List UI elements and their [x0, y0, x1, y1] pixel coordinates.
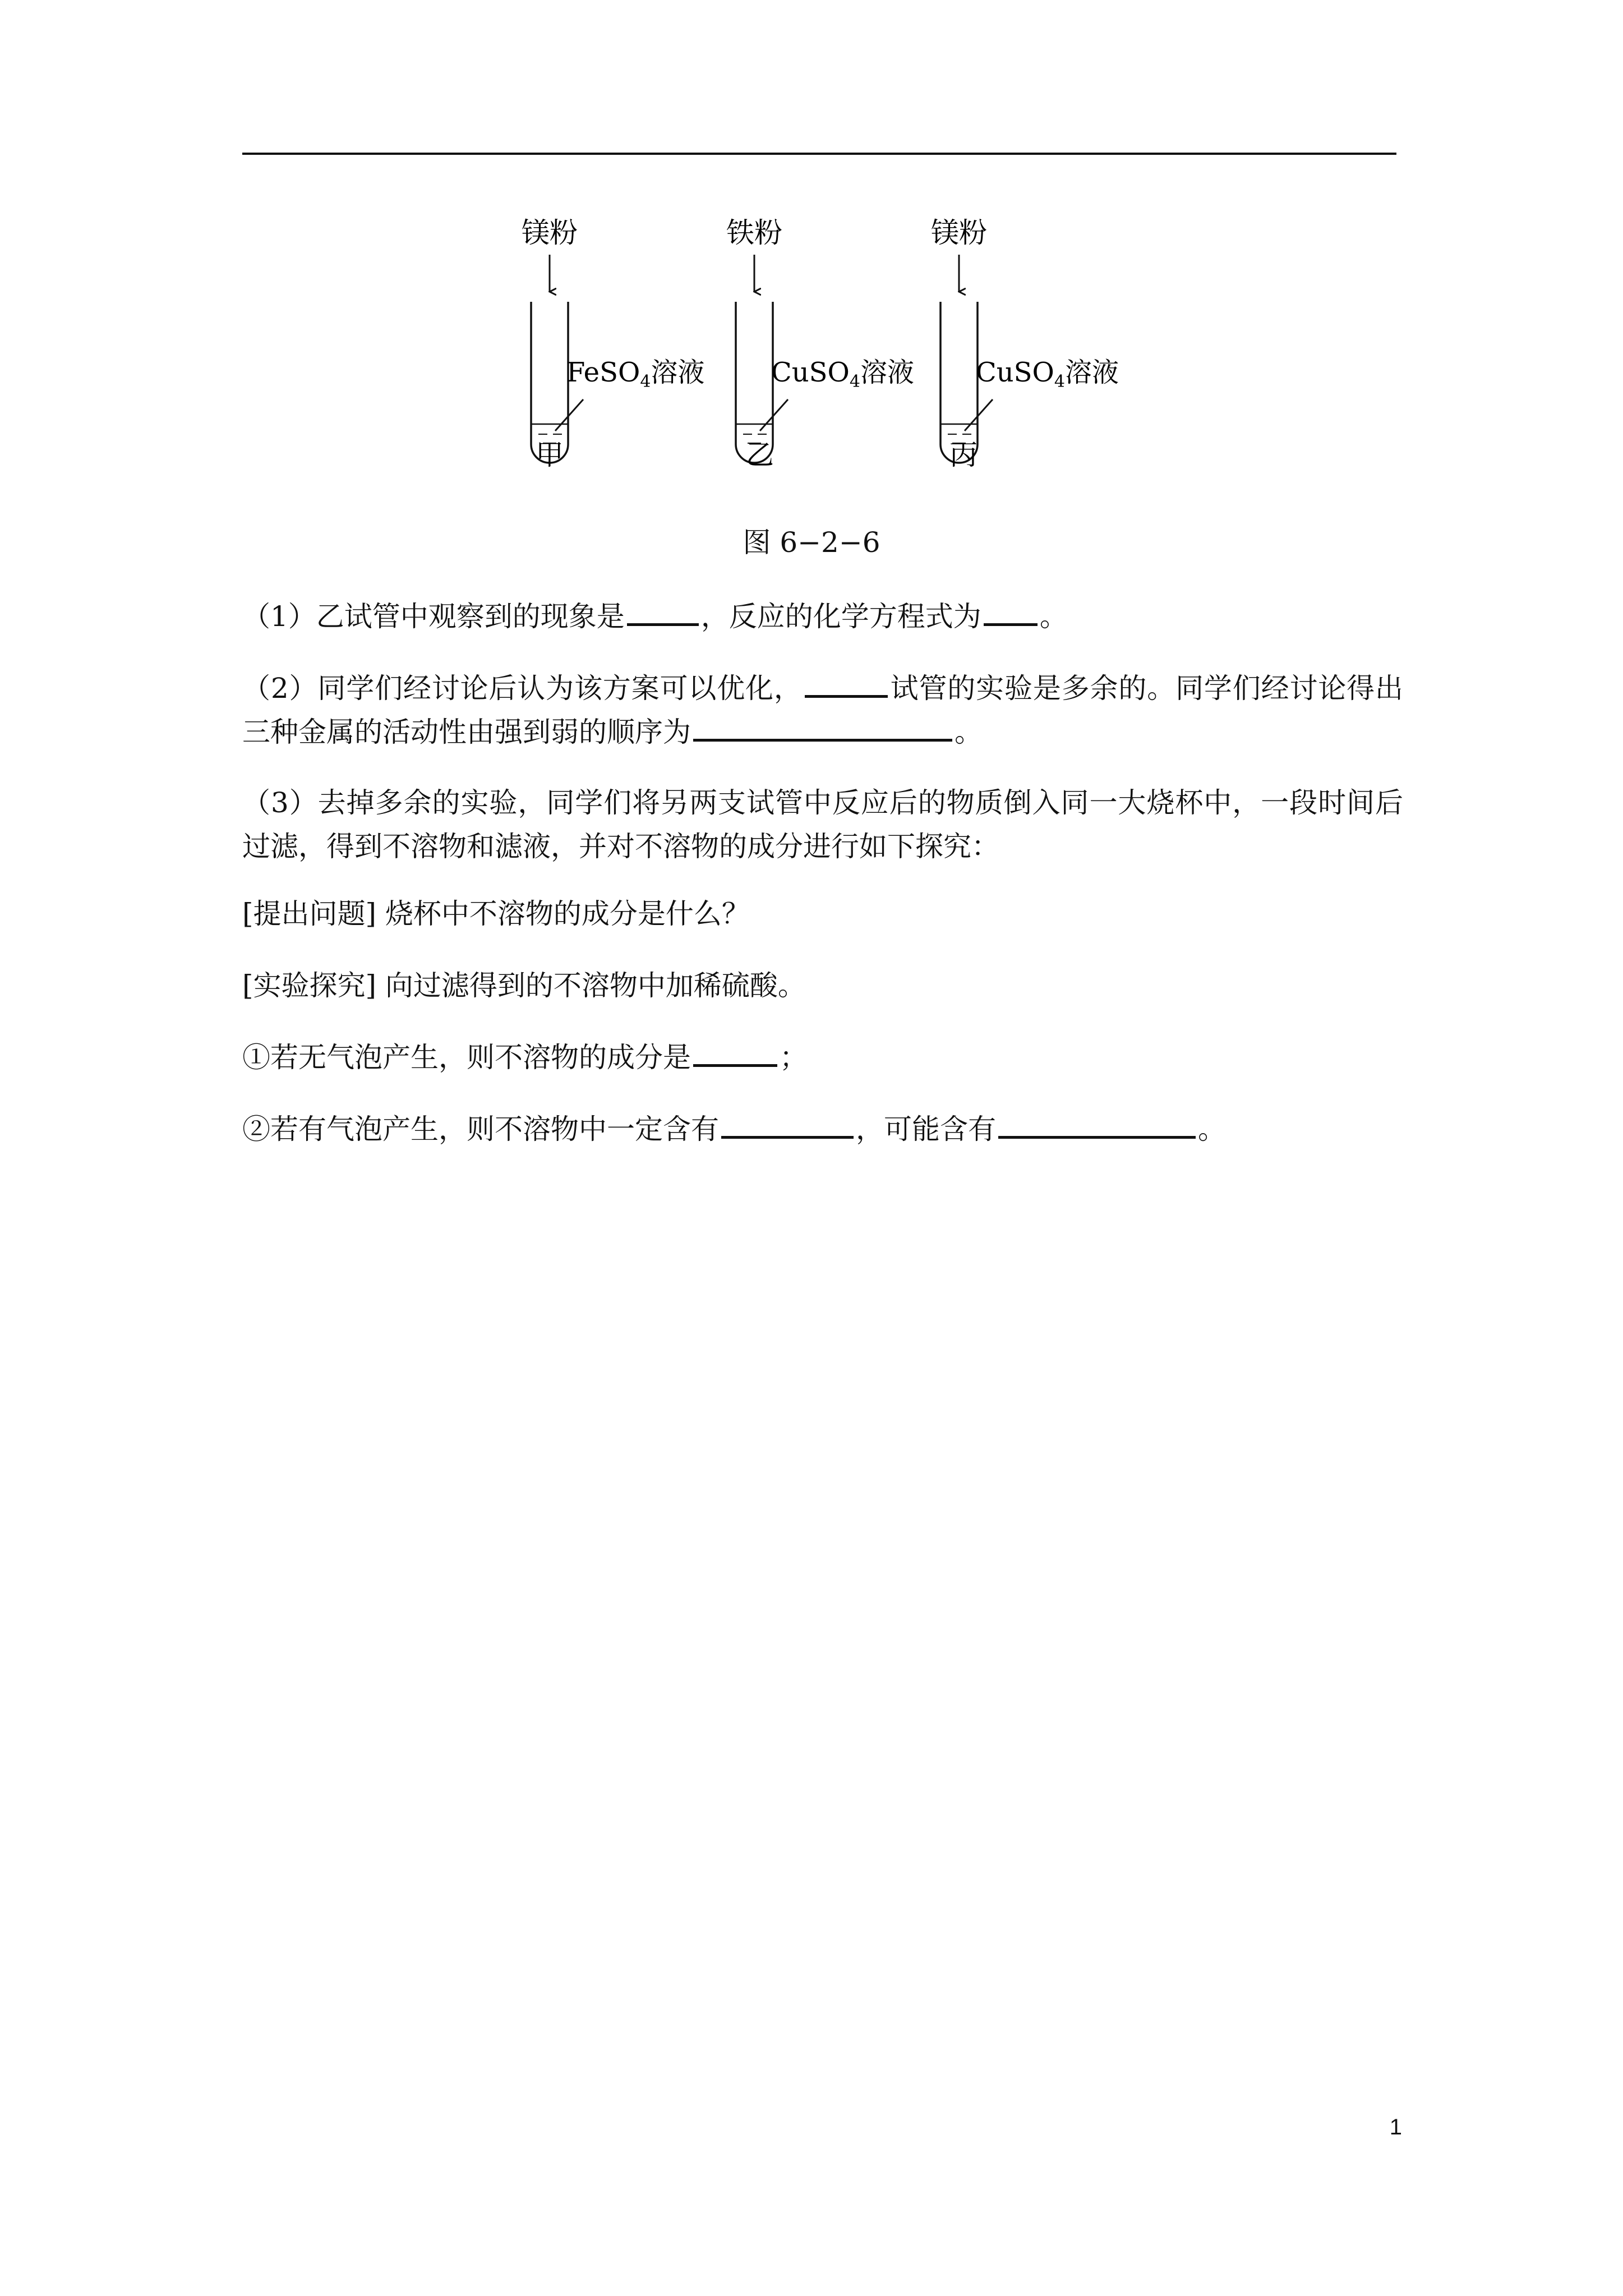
answer-blank[interactable] [693, 1036, 777, 1067]
answer-blank[interactable] [998, 1108, 1196, 1139]
reagent-label: 铁粉 [726, 217, 782, 249]
solution-label: CuSO$_4$溶液 [976, 357, 1119, 392]
answer-blank[interactable] [805, 667, 888, 698]
experiment-statement: [实验探究] 向过滤得到的不溶物中加稀硫酸。 [242, 969, 806, 1002]
solution-label: FeSO$_4$溶液 [566, 357, 705, 392]
test-tube-yi [726, 217, 914, 471]
reagent-label: 镁粉 [931, 217, 987, 249]
answer-blank[interactable] [627, 595, 699, 626]
answer-blank[interactable] [721, 1108, 854, 1139]
test-tube-figure [494, 209, 1144, 478]
figure-caption: 图 6−2−6 [743, 526, 880, 559]
solution-label: CuSO$_4$溶液 [771, 357, 914, 392]
test-tube-bing [931, 217, 1119, 471]
header-rule [242, 153, 1396, 155]
tube-label: 甲 [536, 439, 564, 471]
reagent-label: 镁粉 [522, 217, 578, 249]
answer-blank[interactable] [693, 711, 952, 742]
question-2: （2）同学们经讨论后认为该方案可以优化， 试管的实验是多余的。同学们经讨论得出三种金属的活动性由强到弱的顺序为 。 [242, 666, 1403, 754]
answer-blank[interactable] [984, 595, 1038, 626]
tube-label: 乙 [746, 439, 774, 471]
problem-statement: [提出问题] 烧杯中不溶物的成分是什么？ [242, 898, 750, 930]
test-tube-jia [522, 217, 704, 471]
question-1: （1）乙试管中观察到的现象是 ，反应的化学方程式为 。 [242, 595, 1403, 638]
question-3: （3）去掉多余的实验，同学们将另两支试管中反应后的物质倒入同一大烧杯中，一段时间后过滤，得到不溶物和滤液，并对不溶物的成分进行如下探究： [242, 786, 1403, 863]
case-1: ①若无气泡产生，则不溶物的成分是 ； [242, 1036, 1403, 1079]
page-number: 1 [1389, 2115, 1402, 2139]
tube-label: 丙 [949, 439, 978, 471]
case-2: ②若有气泡产生，则不溶物中一定含有 ，可能含有 。 [242, 1107, 1403, 1151]
